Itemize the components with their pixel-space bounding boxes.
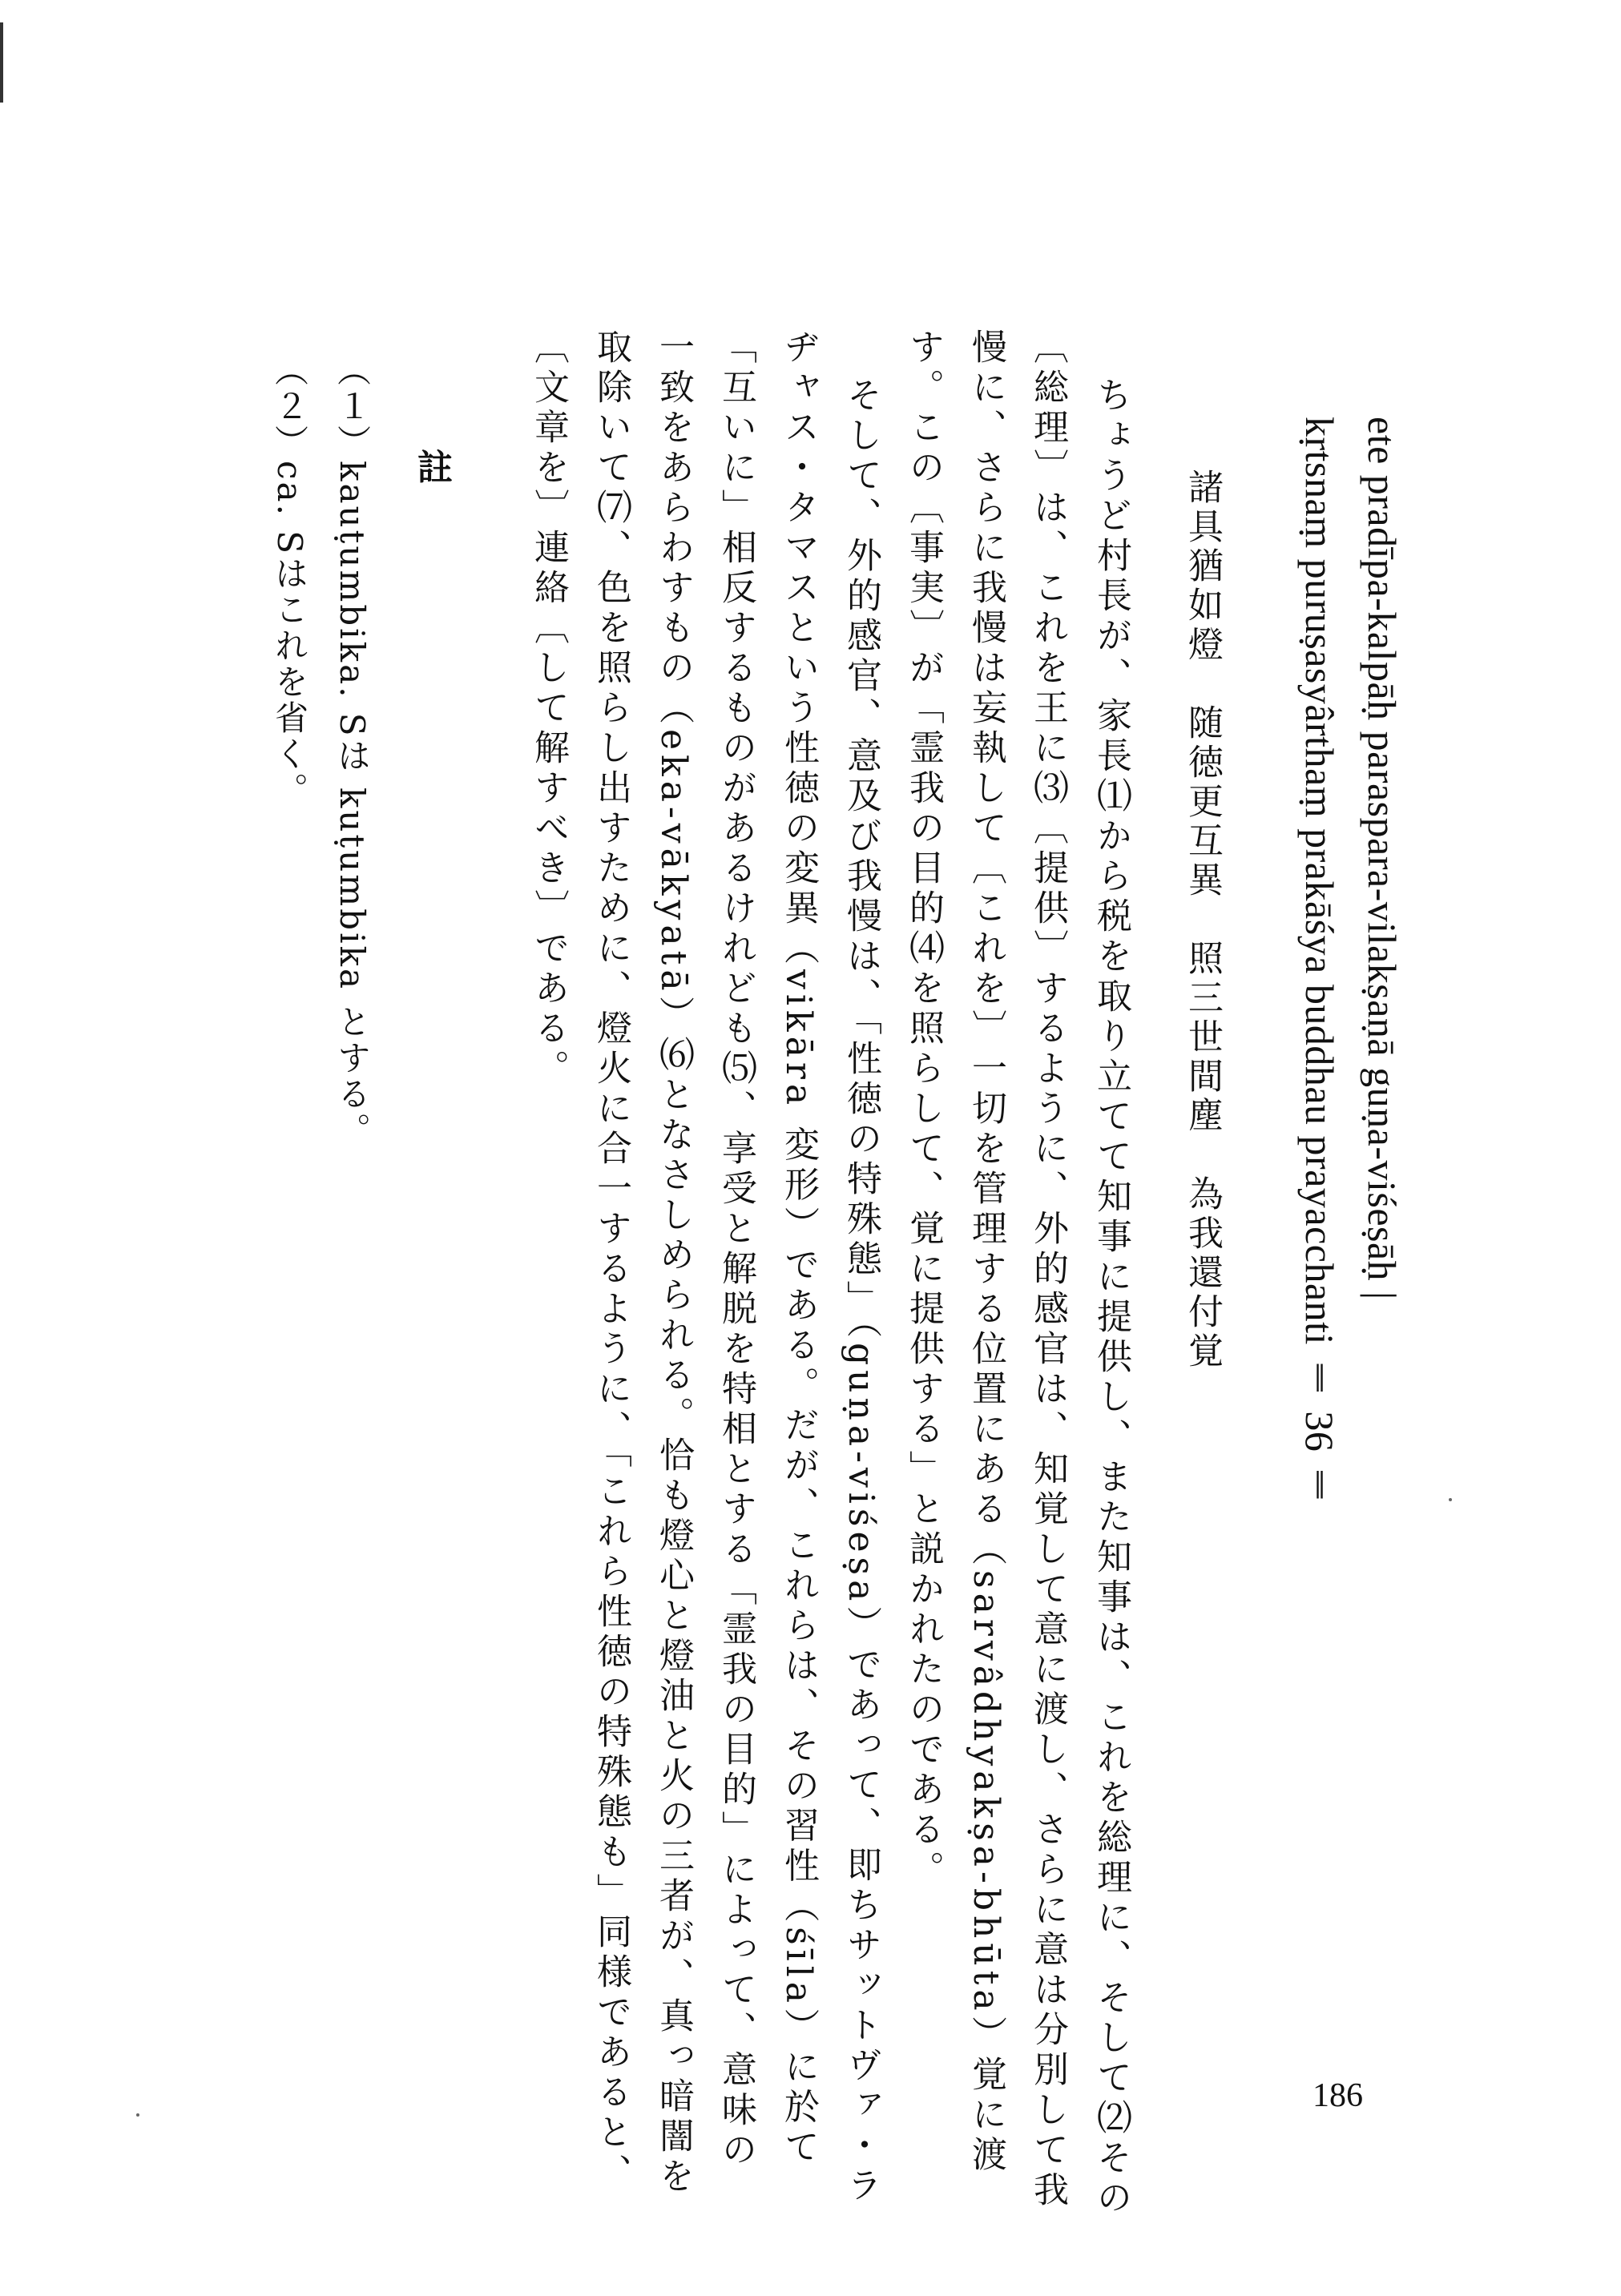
note-1: （１）kauṭumbika. Sは kuṭumbika とする。 [333, 352, 372, 1149]
verse-line-1: ete pradīpa-kalpāḥ paraspara-vilakṣaṇā guṇa-viśeṣāḥ | [1360, 417, 1405, 1300]
body-line-9: 取除いて⑺、色を照らし出すために、燈火に合一するように、「これら性徳の特殊態も」同様であると、 [591, 328, 631, 2193]
body-line-2: 〔総理〕は、これを王に⑶〔提供〕するように、外的感官は、知覚して意に渡し、さらに意は分別して我 [1027, 328, 1068, 2211]
body-line-3: 慢に、さらに我慢は妄執して〔これを〕一切を管理する位置にある（sarvâdhyakṣa-bhūta）覚に渡 [966, 328, 1006, 2176]
body-line-5: そして、外的感官、意及び我慢は、「性徳の特殊態」（guṇa-viśeṣa）であって、即ちサットヴァ・ラ [841, 377, 881, 2207]
body-line-4: す。この〔事実〕が「霊我の目的⑷を照らして、覚に提供する」と説かれたのである。 [903, 328, 944, 1891]
scan-edge-mark [0, 22, 10, 103]
body-line-7: 「互いに」相反するものがあるけれども⑸、享受と解脱を特相とする「霊我の目的」によって、意味の [716, 328, 756, 2171]
scan-speck [1449, 1498, 1452, 1501]
verse-line-2: kṛtsnaṃ puruṣasyârthaṃ prakāśya buddhau prayacchanti ‖ 36 ‖ [1297, 417, 1342, 1508]
body-line-6: ヂャス・タマスという性徳の変異（vikāra 変形）である。だが、これらは、その習性（śīla）に於て [778, 328, 819, 2169]
notes-heading: 註 [411, 449, 452, 484]
page-number: 186 [1313, 2077, 1363, 2114]
scan-speck [136, 2113, 139, 2117]
body-line-8: 一致をあらわすもの（eka-vākyatā）⑹となさしめられる。恰も燈心と燈油と火の三者が、真っ暗闇を [653, 328, 694, 2197]
verse-chinese: 諸具猶如燈 随徳更互異 照三世間塵 為我還付覚 [1182, 469, 1223, 1372]
body-line-10: 〔文章を〕連絡〔して解すべき〕である。 [528, 328, 569, 1090]
note-2: （２）ca. Sはこれを省く。 [270, 352, 309, 809]
body-line-1: ちょうど村長が、家長⑴から税を取り立てて知事に提供し、また知事は、これを総理に、そして⑵その [1091, 377, 1131, 2219]
